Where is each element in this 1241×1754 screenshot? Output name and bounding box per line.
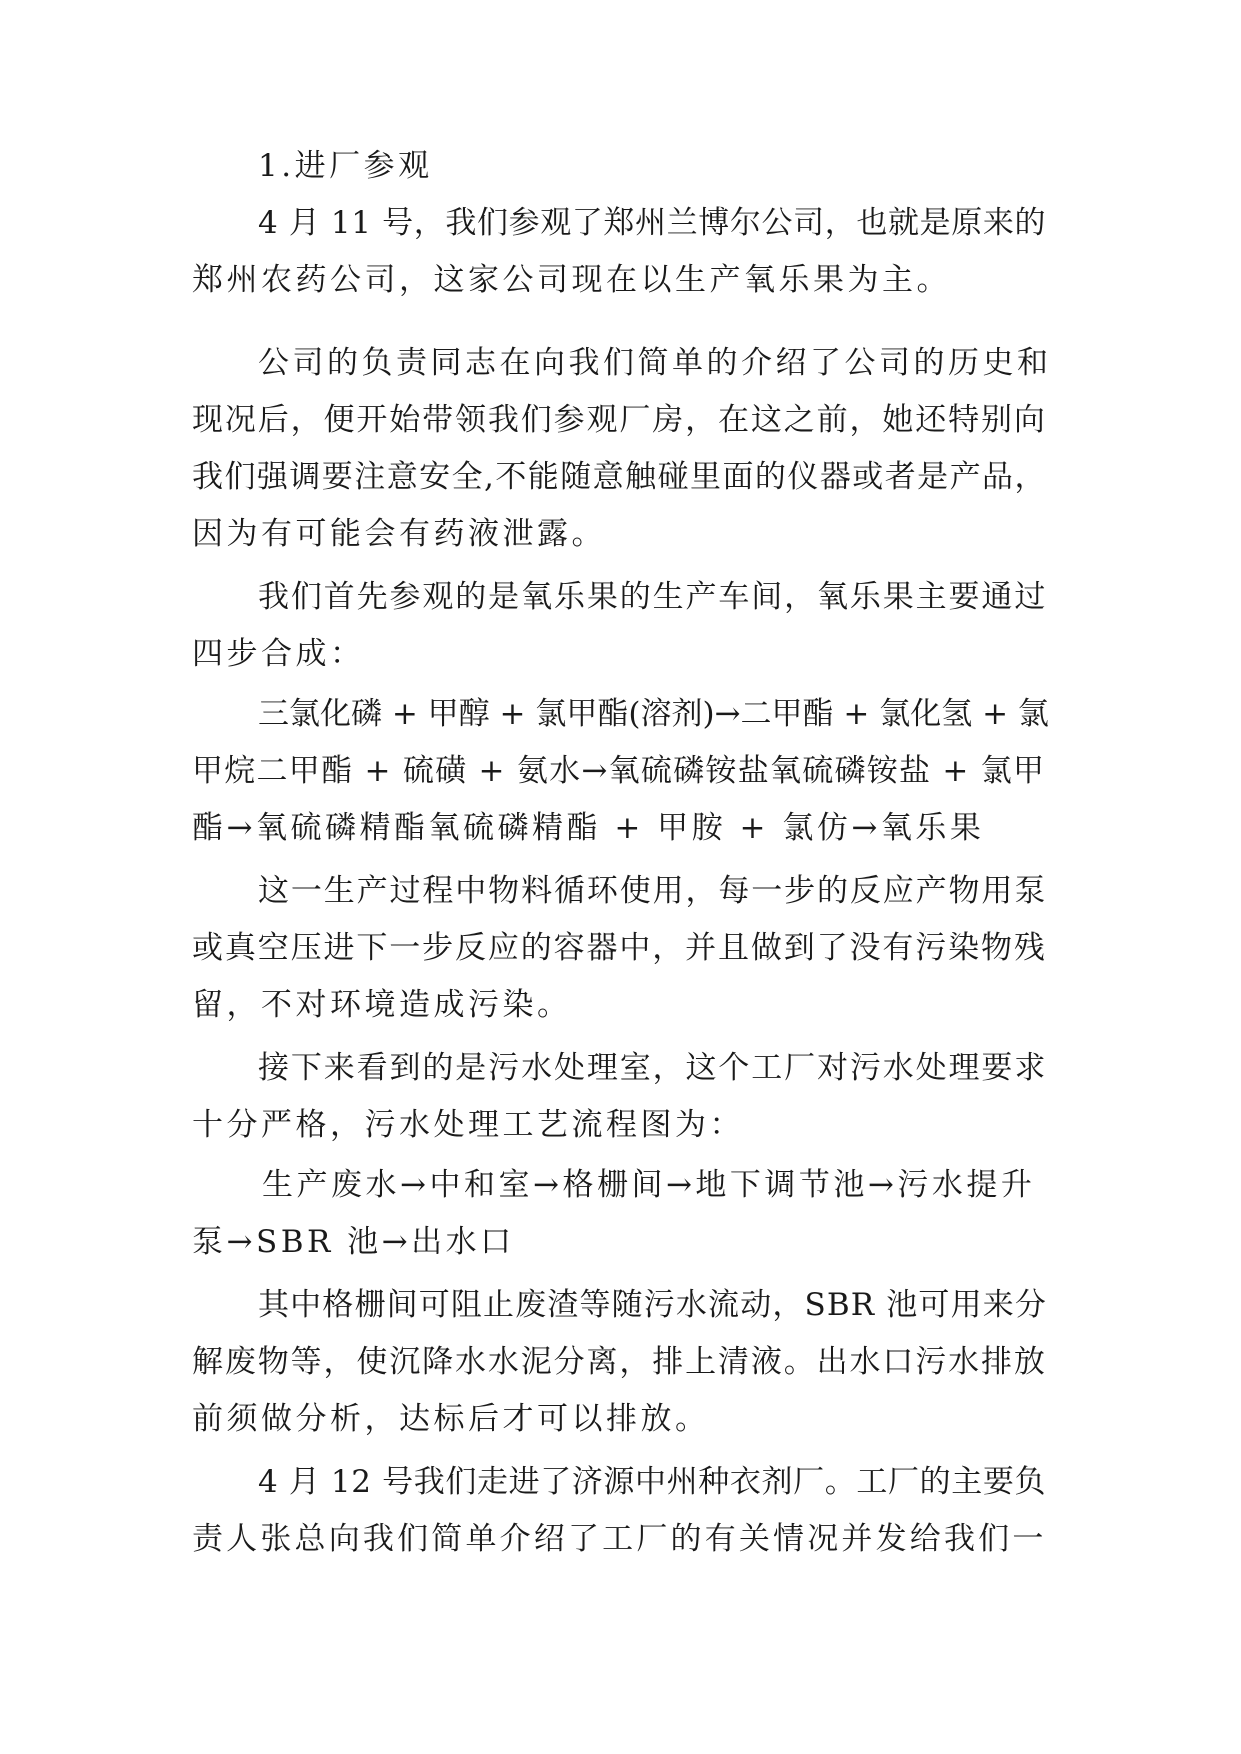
flow-line: 生产废水→中和室→格栅间→地下调节池→污水提升 <box>262 1167 1036 1203</box>
paragraph-line: 或真空压进下一步反应的容器中，并且做到了没有污染物残 <box>192 930 1047 966</box>
paragraph-line: 留，不对环境造成污染。 <box>192 987 572 1023</box>
formula-line: 甲烷二甲酯 + 硫磺 + 氨水→氧硫磷铵盐氧硫磷铵盐 + 氯甲 <box>192 753 1046 789</box>
paragraph-line: 四步合成： <box>192 636 365 672</box>
formula-line: 三氯化磷 + 甲醇 + 氯甲酯(溶剂)→二甲酯 + 氯化氢 + 氯 <box>258 696 1049 732</box>
flow-line: 泵→SBR 池→出水口 <box>192 1224 515 1260</box>
paragraph-line: 责人张总向我们简单介绍了工厂的有关情况并发给我们一 <box>192 1521 1047 1557</box>
paragraph-line: 解废物等，使沉降水水泥分离，排上清液。出水口污水排放 <box>192 1344 1047 1380</box>
paragraph-line: 现况后，便开始带领我们参观厂房，在这之前，她还特别向 <box>192 402 1047 438</box>
paragraph-line: 4 月 12 号我们走进了济源中州种衣剂厂。工厂的主要负 <box>258 1464 1047 1500</box>
paragraph-line: 因为有可能会有药液泄露。 <box>192 516 606 552</box>
paragraph-line: 我们强调要注意安全,不能随意触碰里面的仪器或者是产品， <box>192 459 1047 495</box>
paragraph-line: 公司的负责同志在向我们简单的介绍了公司的历史和 <box>258 345 1052 381</box>
section-heading: 1.进厂参观 <box>258 148 433 184</box>
paragraph-line: 我们首先参观的是氧乐果的生产车间，氧乐果主要通过 <box>258 579 1048 615</box>
paragraph-line: 前须做分析，达标后才可以排放。 <box>192 1401 710 1437</box>
formula-line: 酯→氧硫磷精酯氧硫磷精酯 + 甲胺 + 氯仿→氧乐果 <box>192 810 985 846</box>
paragraph-line: 接下来看到的是污水处理室，这个工厂对污水处理要求 <box>258 1050 1048 1086</box>
paragraph-line: 4 月 11 号，我们参观了郑州兰博尔公司，也就是原来的 <box>258 205 1047 241</box>
paragraph-line: 郑州农药公司，这家公司现在以生产氧乐果为主。 <box>192 262 951 298</box>
paragraph-line: 这一生产过程中物料循环使用，每一步的反应产物用泵 <box>258 873 1048 909</box>
paragraph-line: 其中格栅间可阻止废渣等随污水流动，SBR 池可用来分 <box>258 1287 1048 1323</box>
paragraph-line: 十分严格，污水处理工艺流程图为： <box>192 1107 744 1143</box>
